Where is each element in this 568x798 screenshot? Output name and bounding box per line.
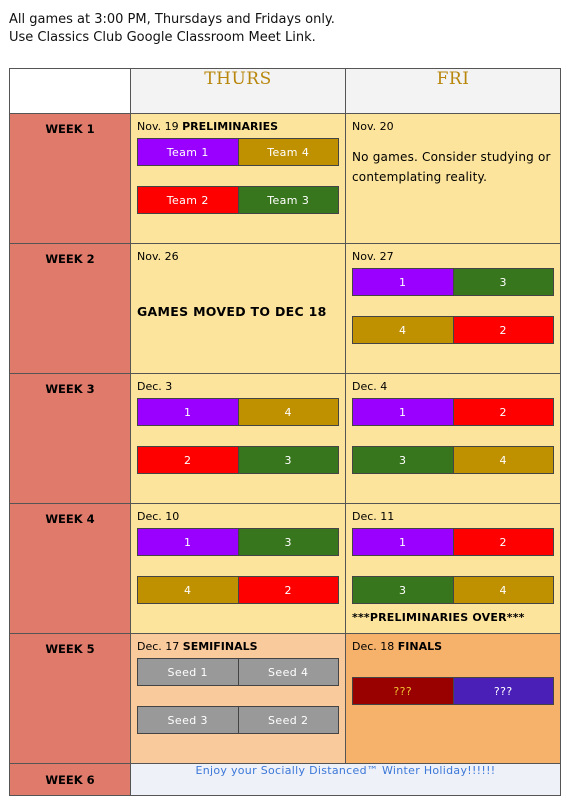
- team-slot: 4: [353, 317, 453, 343]
- stage-tag: FINALS: [397, 640, 443, 653]
- stage-tag: SEMIFINALS: [182, 640, 258, 653]
- date: Dec. 18: [352, 640, 395, 653]
- date: Nov. 20: [352, 120, 394, 133]
- team-slot: ???: [353, 678, 453, 704]
- date: Dec. 17: [137, 640, 180, 653]
- fri-cell: [346, 244, 561, 374]
- thurs-cell: [131, 374, 346, 504]
- schedule-table: [9, 68, 561, 796]
- thurs-cell: [131, 504, 346, 634]
- date: Dec. 11: [352, 510, 395, 523]
- team-slot: 2: [453, 317, 554, 343]
- match: [352, 446, 554, 474]
- fri-cell: [346, 374, 561, 504]
- date-line: [352, 250, 554, 263]
- intro-line-1: All games at 3:00 PM, Thursdays and Fridays only.: [9, 12, 335, 27]
- date: Dec. 4: [352, 380, 388, 393]
- team-slot: 4: [238, 399, 339, 425]
- team-slot: 3: [353, 577, 453, 603]
- week-label: WEEK 6: [10, 764, 131, 796]
- week-label: WEEK 3: [10, 374, 131, 504]
- week-row: [10, 634, 561, 764]
- week-row: [10, 244, 561, 374]
- week-row: [10, 764, 561, 796]
- week-label: WEEK 4: [10, 504, 131, 634]
- match: [352, 576, 554, 604]
- date: Nov. 19: [137, 120, 179, 133]
- week-row: [10, 504, 561, 634]
- moved-note: GAMES MOVED TO DEC 18: [137, 304, 327, 319]
- date: Nov. 26: [137, 250, 179, 263]
- match: [352, 398, 554, 426]
- team-slot: Team 2: [138, 187, 238, 213]
- team-slot: 2: [238, 577, 339, 603]
- team-slot: Team 4: [238, 139, 339, 165]
- team-slot: Team 1: [138, 139, 238, 165]
- team-slot: Seed 1: [138, 659, 238, 685]
- match: [352, 316, 554, 344]
- week-label: WEEK 5: [10, 634, 131, 764]
- holiday-message: Enjoy your Socially Distanced™ Winter Holiday!!!!!!: [131, 764, 561, 796]
- date-line: [352, 120, 554, 133]
- corner-cell: [10, 69, 131, 114]
- week-row: [10, 114, 561, 244]
- team-slot: 4: [138, 577, 238, 603]
- match: [137, 398, 339, 426]
- no-games-note: No games. Consider studying or contemplating reality.: [352, 150, 551, 184]
- thurs-cell: [131, 244, 346, 374]
- date-line: [137, 510, 339, 523]
- team-slot: 2: [453, 399, 554, 425]
- intro-text: [9, 11, 335, 47]
- team-slot: ???: [453, 678, 554, 704]
- fri-cell: [346, 114, 561, 244]
- match: [137, 658, 339, 686]
- team-slot: Seed 2: [238, 707, 339, 733]
- date-line: [137, 380, 339, 393]
- match: [137, 706, 339, 734]
- fri-cell: [346, 504, 561, 634]
- team-slot: 1: [353, 269, 453, 295]
- team-slot: 3: [238, 447, 339, 473]
- date-line: [352, 510, 554, 523]
- match: [137, 138, 339, 166]
- team-slot: Seed 4: [238, 659, 339, 685]
- team-slot: 1: [138, 529, 238, 555]
- date-line: [137, 250, 339, 263]
- team-slot: 3: [453, 269, 554, 295]
- week-row: [10, 374, 561, 504]
- match: [137, 528, 339, 556]
- match: [137, 446, 339, 474]
- team-slot: 1: [353, 529, 453, 555]
- date-line: [137, 640, 339, 653]
- header-thurs: THURS: [131, 69, 346, 114]
- week-label: WEEK 2: [10, 244, 131, 374]
- date: Dec. 3: [137, 380, 173, 393]
- team-slot: Seed 3: [138, 707, 238, 733]
- stage-tag: PRELIMINARIES: [182, 120, 279, 133]
- preliminaries-over-note: ***PRELIMINARIES OVER***: [352, 611, 525, 624]
- date-line: [352, 380, 554, 393]
- team-slot: Team 3: [238, 187, 339, 213]
- team-slot: 1: [138, 399, 238, 425]
- team-slot: 2: [138, 447, 238, 473]
- team-slot: 4: [453, 447, 554, 473]
- match: [352, 268, 554, 296]
- match: [352, 528, 554, 556]
- date: Nov. 27: [352, 250, 394, 263]
- team-slot: 3: [238, 529, 339, 555]
- team-slot: 3: [353, 447, 453, 473]
- date: Dec. 10: [137, 510, 180, 523]
- team-slot: 1: [353, 399, 453, 425]
- fri-cell: [346, 634, 561, 764]
- match: [352, 677, 554, 705]
- date-line: [137, 120, 339, 133]
- team-slot: 2: [453, 529, 554, 555]
- intro-line-2: Use Classics Club Google Classroom Meet Link.: [9, 30, 316, 45]
- thurs-cell: [131, 114, 346, 244]
- week-label: WEEK 1: [10, 114, 131, 244]
- thurs-cell: [131, 634, 346, 764]
- team-slot: 4: [453, 577, 554, 603]
- match: [137, 186, 339, 214]
- header-fri: FRI: [346, 69, 561, 114]
- date-line: [352, 640, 554, 653]
- match: [137, 576, 339, 604]
- schedule-body: [10, 114, 561, 796]
